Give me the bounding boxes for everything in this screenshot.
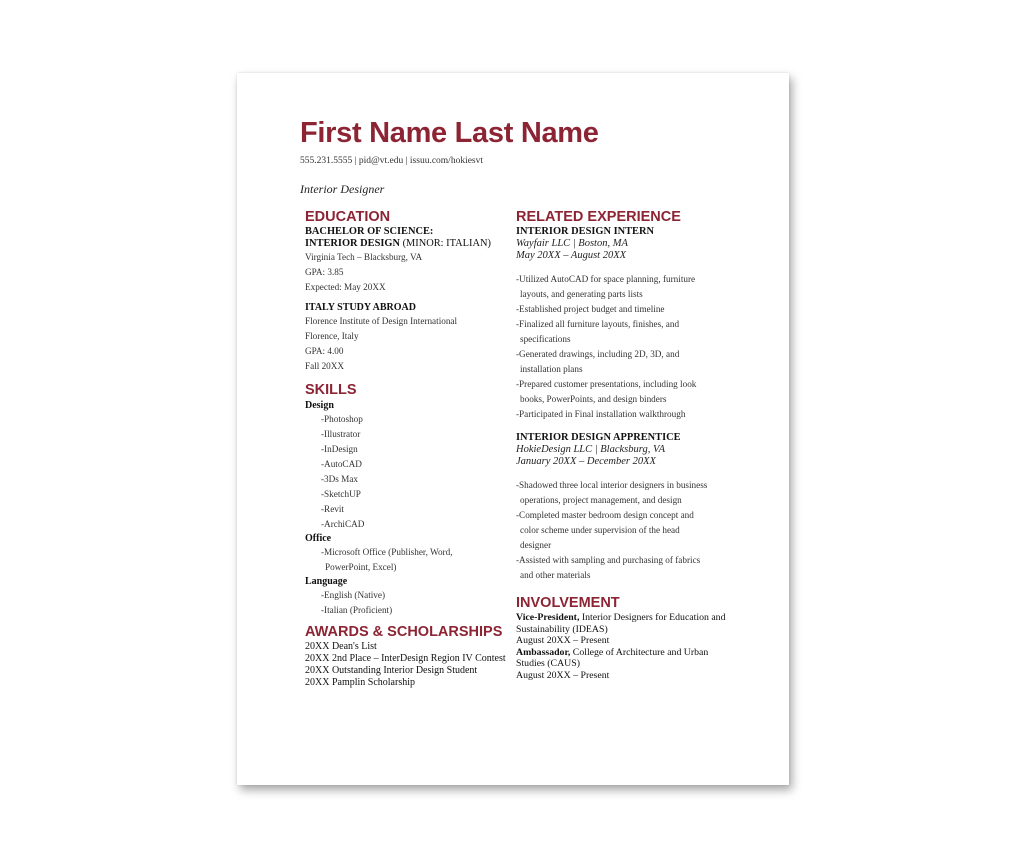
involvement-item [516,647,731,670]
degree-major: INTERIOR DESIGN [305,238,400,249]
job-company: HokieDesign LLC | Blacksburg, VA [516,444,665,455]
bullet-line: -Generated drawings, including 2D, 3D, and [516,349,680,359]
job-bullet [516,508,731,553]
job-bullet [516,302,731,317]
bullet-line: books, PowerPoints, and design binders [520,394,667,404]
study-abroad-heading: ITALY STUDY ABROAD [305,302,416,313]
bullet-line: -Finalized all furniture layouts, finishes, and [516,319,680,329]
skill-item: -SketchUP [321,489,361,499]
office-skill-line-2: PowerPoint, Excel) [325,562,397,572]
job-dates: January 20XX – December 20XX [516,456,656,467]
degree-line-2 [305,238,510,250]
involvement-item [516,612,731,635]
skill-item: -3Ds Max [321,474,359,484]
contact-info: 555.231.5555 | pid@vt.edu | issuu.com/hokiesvt [300,156,484,166]
award-item: 20XX 2nd Place – InterDesign Region IV Contest [305,653,506,664]
award-item: 20XX Pamplin Scholarship [305,677,415,688]
skill-item: -Illustrator [321,429,361,439]
job-company: Wayfair LLC | Boston, MA [516,238,628,249]
graduation-date: Expected: May 20XX [305,282,386,292]
skill-item: -Revit [321,504,344,514]
bullet-line: layouts, and generating parts lists [520,289,643,299]
abroad-gpa: GPA: 4.00 [305,346,344,356]
candidate-name: First Name Last Name [300,117,599,149]
design-skills-label: Design [305,400,334,411]
job-bullet [516,317,731,347]
right-column [516,209,731,681]
job-bullet [516,478,731,508]
office-skills-label: Office [305,533,332,544]
bullet-line: -Established project budget and timeline [516,304,665,314]
award-item: 20XX Outstanding Interior Design Student [305,665,478,676]
abroad-school: Florence Institute of Design International [305,316,458,326]
experience-heading: RELATED EXPERIENCE [516,209,681,225]
bullet-line: -Utilized AutoCAD for space planning, furniture [516,274,696,284]
bullet-line: -Prepared customer presentations, including look [516,379,697,389]
involvement-org: College of Architecture and Urban Studies (CAUS) [516,646,709,669]
job-role: INTERIOR DESIGN INTERN [516,226,654,237]
office-skill-line-1: -Microsoft Office (Publisher, Word, [321,547,453,557]
involvement-heading: INVOLVEMENT [516,595,620,611]
job-bullet [516,272,731,302]
language-skills-label: Language [305,576,348,587]
job-bullet [516,553,731,583]
skill-item: -InDesign [321,444,358,454]
resume-page [237,73,789,785]
job-entry [516,432,731,583]
bullet-line: -Assisted with sampling and purchasing of fabrics [516,555,701,565]
language-item: -English (Native) [321,590,386,600]
involvement-role: Ambassador, [516,646,571,658]
job-role: INTERIOR DESIGN APPRENTICE [516,432,681,443]
language-item: -Italian (Proficient) [321,605,393,615]
bullet-line: designer [520,540,552,550]
education-heading: EDUCATION [305,209,391,225]
job-bullet [516,347,731,377]
degree-line-1: BACHELOR OF SCIENCE: [305,226,434,237]
awards-heading: AWARDS & SCHOLARSHIPS [305,624,503,640]
skills-heading: SKILLS [305,382,357,398]
bullet-line: specifications [520,334,571,344]
involvement-org: Interior Designers for Education and Sustainability (IDEAS) [516,612,726,635]
involvement-dates: August 20XX – Present [516,669,610,681]
skill-item: -AutoCAD [321,459,362,469]
involvement-dates: August 20XX – Present [516,635,610,646]
school-name: Virginia Tech – Blacksburg, VA [305,252,423,262]
bullet-line: -Shadowed three local interior designers in business [516,480,708,490]
job-dates: May 20XX – August 20XX [516,250,627,261]
bullet-line: operations, project management, and design [520,495,682,505]
bullet-line: installation plans [520,364,583,374]
bullet-line: -Completed master bedroom design concept and [516,510,694,520]
skill-item: -ArchiCAD [321,519,365,529]
school-gpa: GPA: 3.85 [305,267,344,277]
job-title: Interior Designer [300,182,385,196]
left-column [305,209,510,689]
abroad-term: Fall 20XX [305,361,345,371]
abroad-location: Florence, Italy [305,331,359,341]
bullet-line: color scheme under supervision of the head [520,525,680,535]
bullet-line: and other materials [520,570,591,580]
job-bullet [516,377,731,407]
degree-minor: (MINOR: ITALIAN) [399,238,491,249]
job-bullet [516,407,731,422]
skill-item: -Photoshop [321,414,363,424]
involvement-role: Vice-President, [516,612,580,623]
office-skill-item [305,545,510,575]
bullet-line: -Participated in Final installation walkthrough [516,409,686,419]
award-item: 20XX Dean's List [305,641,377,652]
job-entry [516,226,731,422]
